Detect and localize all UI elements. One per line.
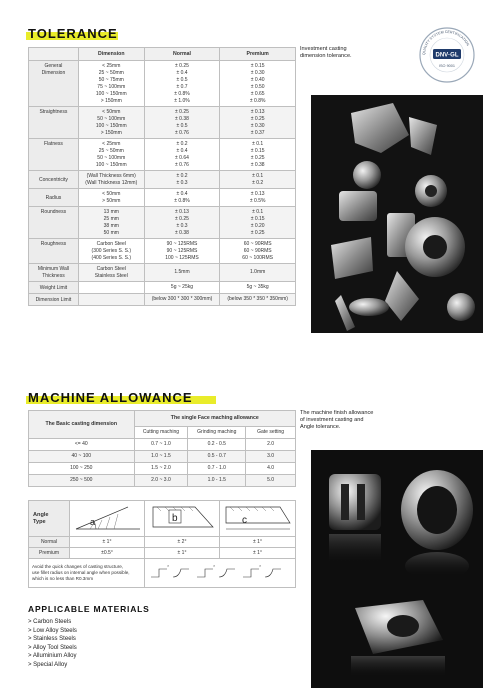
machine-title: MACHINE ALLOWANCE — [28, 390, 193, 405]
tolerance-row — [29, 139, 296, 171]
angle-premium-a: ±0.5° — [70, 548, 145, 559]
tolerance-row-dimension — [78, 294, 144, 306]
tolerance-note: Investment casting dimension tolerance. — [300, 46, 352, 59]
tolerance-row-label: Minimum Wall Thickness — [29, 264, 79, 282]
tolerance-row-premium: 1.0mm — [220, 264, 296, 282]
tolerance-row-label: Flatness — [29, 139, 79, 171]
tolerance-row-normal: 90 ~ 125RMS 90 ~ 125RMS 100 ~ 125RMS — [144, 239, 220, 264]
tolerance-row — [29, 282, 296, 294]
machine-row-gate: 4.0 — [246, 463, 296, 475]
tolerance-row-normal: ± 0.13 ± 0.25 ± 0.3 ± 0.38 — [144, 207, 220, 239]
tolerance-row-label: Roughness — [29, 239, 79, 264]
machine-row-gate: 2.0 — [246, 439, 296, 451]
tolerance-row — [29, 107, 296, 139]
angle-normal-c: ± 1° — [220, 537, 296, 548]
angle-table — [28, 500, 296, 588]
machine-row — [29, 451, 296, 463]
svg-text:×: × — [213, 563, 216, 568]
machine-row-grinding: 0.7 - 1.0 — [188, 463, 246, 475]
tolerance-row-label: Straightness — [29, 107, 79, 139]
material-special-alloy: > Special Alloy — [28, 661, 68, 668]
tolerance-row-dimension — [78, 282, 144, 294]
tolerance-row-dimension: 13 mm 25 mm 38 mm 50 mm — [78, 207, 144, 239]
tolerance-title: TOLERANCE — [28, 26, 118, 41]
tolerance-row-premium: ± 0.1 ± 0.2 — [220, 171, 296, 189]
tolerance-row-dimension: (Wall Thickness 6mm) (Wall Thickness 12mm) — [78, 171, 144, 189]
machine-subheader-gate: Gate setting — [246, 427, 296, 439]
svg-text:DNV·GL: DNV·GL — [435, 52, 459, 59]
machined-parts-photo — [311, 450, 483, 688]
tolerance-row-premium: (below 350 * 350 * 350mm) — [220, 294, 296, 306]
angle-normal-a: ± 1° — [70, 537, 145, 548]
angle-premium-c: ± 1° — [220, 548, 296, 559]
tolerance-row — [29, 171, 296, 189]
material-low-alloy-steels: > Low Alloy Steels — [28, 627, 77, 634]
tolerance-row-premium: 5g ~ 35kg — [220, 282, 296, 294]
svg-text:ISO 9001: ISO 9001 — [438, 64, 456, 68]
svg-text:a: a — [90, 517, 96, 527]
angle-footnote: Avoid the quick changes of casting structure, use fillet radius on internal angle when possible, which is no less than R0.3mm — [29, 559, 145, 588]
machine-row — [29, 475, 296, 487]
tolerance-row-normal: (below 300 * 300 * 300mm) — [144, 294, 220, 306]
material-carbon-steels: > Carbon Steels — [28, 619, 72, 625]
tolerance-row-label: General Dimension — [29, 61, 79, 107]
tolerance-row-label: Concentricity — [29, 171, 79, 189]
tolerance-table-wrap — [28, 47, 296, 306]
machine-subheader-cutting: Cutting maching — [134, 427, 188, 439]
machine-table — [28, 410, 296, 487]
machine-row-grinding: 1.0 - 1.5 — [188, 475, 246, 487]
machine-row-cutting: 1.0 ~ 1.5 — [134, 451, 188, 463]
machine-row-cutting: 2.0 ~ 3.0 — [134, 475, 188, 487]
tolerance-row-dimension: Carbon Steel (300 Series S. S.) (400 Series S. S.) — [78, 239, 144, 264]
tolerance-row — [29, 189, 296, 207]
investment-castings-photo — [311, 95, 483, 333]
machine-row — [29, 439, 296, 451]
machine-row-gate: 3.0 — [246, 451, 296, 463]
tolerance-row-normal: ± 0.4 ± 0.8% — [144, 189, 220, 207]
machine-row-dimension: 40 ~ 100 — [29, 451, 135, 463]
angle-diagram-b — [145, 501, 220, 537]
angle-diagram-c — [220, 501, 296, 537]
material-stainless-steels: > Stainless Steels — [28, 636, 76, 642]
tolerance-row-normal: ± 0.25 ± 0.4 ± 0.5 ± 0.7 ± 0.8% ± 1.0% — [144, 61, 220, 107]
tolerance-row-dimension: < 25mm 25 ~ 50mm 50 ~ 75mm 75 ~ 100mm 100 ~ 150mm > 150mm — [78, 61, 144, 107]
tolerance-row-dimension: < 25mm 25 ~ 50mm 50 ~ 100mm 100 ~ 150mm — [78, 139, 144, 171]
machine-header-single-face: The single Face maching allowance — [134, 411, 295, 427]
dnv-gl-certification-logo — [418, 26, 476, 84]
machine-row-cutting: 1.5 ~ 2.0 — [134, 463, 188, 475]
tolerance-row-normal: ± 0.2 ± 0.4 ± 0.64 ± 0.76 — [144, 139, 220, 171]
tolerance-row-premium: ± 0.15 ± 0.30 ± 0.40 ± 0.50 ± 0.65 ± 0.8% — [220, 61, 296, 107]
tolerance-row-premium: ± 0.13 ± 0.5% — [220, 189, 296, 207]
machine-row-gate: 5.0 — [246, 475, 296, 487]
fillet-radius-diagram — [145, 559, 296, 588]
tolerance-row — [29, 239, 296, 264]
machine-row-dimension: 100 ~ 250 — [29, 463, 135, 475]
tolerance-row-label: Radius — [29, 189, 79, 207]
svg-text:c: c — [242, 515, 247, 526]
svg-text:QUALITY SYSTEM CERTIFICATION: QUALITY SYSTEM CERTIFICATION — [421, 29, 470, 56]
tolerance-row-normal: 5g ~ 25kg — [144, 282, 220, 294]
machine-row-dimension: 250 ~ 500 — [29, 475, 135, 487]
svg-text:×: × — [259, 563, 262, 568]
machine-subheader-grinding: Grinding maching — [188, 427, 246, 439]
materials-title: APPLICABLE MATERIALS — [28, 604, 150, 614]
tolerance-header-normal: Normal — [144, 48, 220, 61]
machine-row — [29, 463, 296, 475]
angle-table-wrap — [28, 500, 296, 588]
material-alloy-tool-steels: > Alloy Tool Steels — [28, 644, 77, 651]
tolerance-row — [29, 61, 296, 107]
materials-list — [28, 618, 168, 669]
tolerance-row-normal: ± 0.25 ± 0.38 ± 0.5 ± 0.76 — [144, 107, 220, 139]
tolerance-row-dimension: < 50mm 50 ~ 100mm 100 ~ 150mm > 150mm — [78, 107, 144, 139]
machine-row-dimension: <= 40 — [29, 439, 135, 451]
angle-premium-b: ± 1° — [145, 548, 220, 559]
tolerance-row-premium: ± 0.1 ± 0.15 ± 0.25 ± 0.38 — [220, 139, 296, 171]
tolerance-row — [29, 294, 296, 306]
tolerance-row-premium: ± 0.13 ± 0.25 ± 0.30 ± 0.37 — [220, 107, 296, 139]
angle-diagram-a — [70, 501, 145, 537]
material-alluminium-alloy: > Alluminium Alloy — [28, 653, 77, 659]
tolerance-row-normal: 1.5mm — [144, 264, 220, 282]
machine-row-grinding: 0.2 - 0.5 — [188, 439, 246, 451]
tolerance-row — [29, 207, 296, 239]
angle-premium-label: Premium — [29, 548, 70, 559]
machine-note: The machine finish allowance of investment casting and Angle tolerance. — [300, 410, 374, 430]
tolerance-header-premium: Premium — [220, 48, 296, 61]
machine-row-cutting: 0.7 ~ 1.0 — [134, 439, 188, 451]
machine-row-grinding: 0.5 - 0.7 — [188, 451, 246, 463]
angle-type-label: Angle Type — [29, 501, 70, 537]
tolerance-row-premium: ± 0.1 ± 0.15 ± 0.20 ± 0.25 — [220, 207, 296, 239]
tolerance-table — [28, 47, 296, 306]
tolerance-row-premium: 60 ~ 90RMS 60 ~ 90RMS 60 ~ 100RMS — [220, 239, 296, 264]
tolerance-header-dimension: Dimension — [78, 48, 144, 61]
tolerance-row-dimension: < 50mm > 50mm — [78, 189, 144, 207]
machine-table-wrap — [28, 410, 296, 487]
angle-normal-b: ± 2° — [145, 537, 220, 548]
tolerance-header-blank — [29, 48, 79, 61]
machine-header-basic: The Basic casting dimension — [29, 411, 135, 439]
tolerance-row-normal: ± 0.2 ± 0.3 — [144, 171, 220, 189]
svg-text:b: b — [172, 513, 178, 524]
tolerance-row — [29, 264, 296, 282]
tolerance-row-label: Weight Limit — [29, 282, 79, 294]
tolerance-row-dimension: Carbon Steel Stainless Steel — [78, 264, 144, 282]
angle-normal-label: Normal — [29, 537, 70, 548]
tolerance-row-label: Roundness — [29, 207, 79, 239]
svg-text:×: × — [167, 563, 170, 568]
tolerance-row-label: Dimension Limit — [29, 294, 79, 306]
